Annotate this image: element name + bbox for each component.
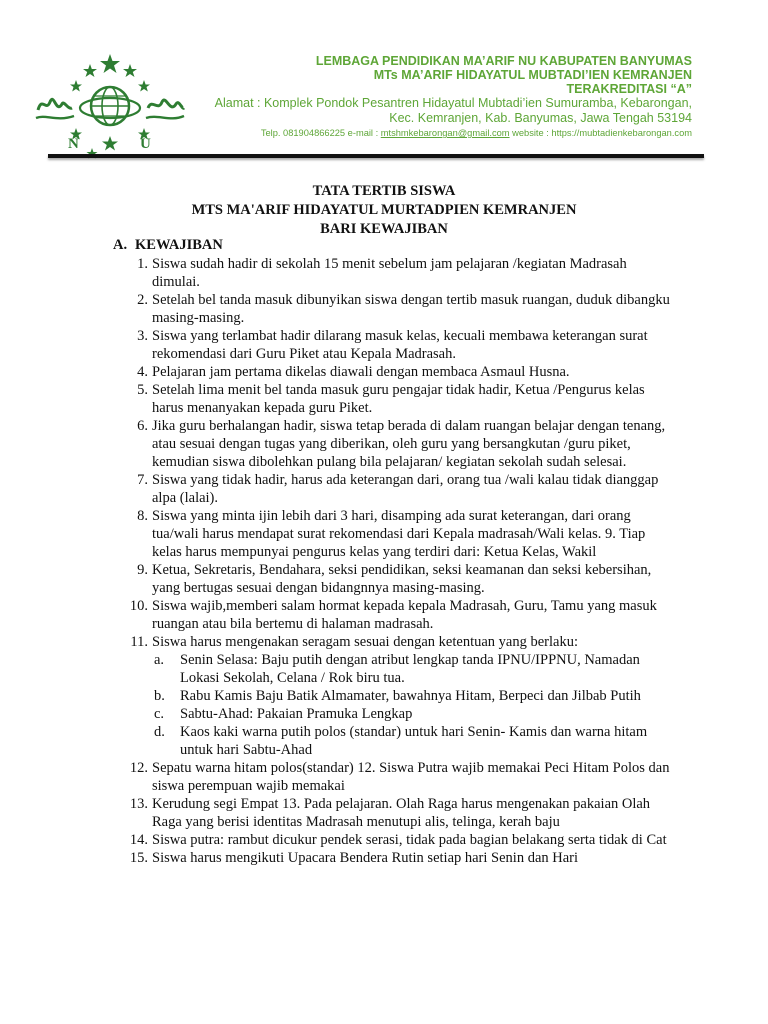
item-text: Setelah lima menit bel tanda masuk guru pengajar tidak hadir, Ketua /Pengurus kelas harus menanyakan kepada guru Piket. bbox=[152, 382, 645, 416]
item-number: 8. bbox=[137, 508, 148, 524]
item-text: Siswa harus mengenakan seragam sesuai dengan ketentuan yang berlaku: bbox=[152, 634, 578, 650]
list-item bbox=[0, 561, 672, 597]
sub-item-letter: c. bbox=[154, 706, 165, 722]
list-item bbox=[0, 597, 672, 633]
sub-item-text: Senin Selasa: Baju putih dengan atribut lengkap tanda IPNU/IPPNU, Namadan Lokasi Sekolah, Celana / Rok biru tua. bbox=[180, 652, 640, 686]
sub-item-letter: a. bbox=[154, 652, 165, 668]
item-text: Sepatu warna hitam polos(standar) 12. Siswa Putra wajib memakai Peci Hitam Polos dan siswa perempuan wajib memakai bbox=[152, 760, 670, 794]
doc-subtitle: MTS MA'ARIF HIDAYATUL MURTADPIEN KEMRANJEN bbox=[191, 202, 577, 218]
item-number: 4. bbox=[137, 364, 148, 380]
item-number: 3. bbox=[137, 328, 148, 344]
item-text: Setelah bel tanda masuk dibunyikan siswa dengan tertib masuk ruangan, duduk dibangku masing-masing. bbox=[152, 292, 670, 326]
list-item bbox=[0, 849, 672, 867]
list-item bbox=[0, 471, 672, 507]
contact-line bbox=[215, 127, 692, 140]
contact-suffix: website : https://mubtadienkebarongan.com bbox=[509, 128, 692, 138]
item-number: 2. bbox=[137, 292, 148, 308]
email-link[interactable]: mtshmkebarongan@gmail.com bbox=[380, 128, 510, 138]
section-heading bbox=[113, 237, 223, 254]
list-item bbox=[0, 417, 672, 471]
item-number: 14. bbox=[129, 832, 148, 848]
sub-item bbox=[0, 651, 672, 687]
item-number: 13. bbox=[129, 796, 148, 812]
sub-item bbox=[0, 687, 672, 705]
school-name: MTs MA’ARIF HIDAYATUL MUBTADI’IEN KEMRANJEN bbox=[373, 68, 692, 82]
list-item bbox=[0, 327, 672, 363]
document-body bbox=[0, 182, 768, 866]
item-text: Jika guru berhalangan hadir, siswa tetap berada di dalam ruangan belajar dengan tenang, atau sesuai dengan tugas yang diberikan, oleh guru yang bersangkutan /guru piket, kemudian siswa dibolehkan pulang bila pelajaran/ kegiatan sekolah sudah selesai. bbox=[152, 418, 666, 470]
sub-item-text: Rabu Kamis Baju Batik Almamater, bawahnya Hitam, Berpeci dan Jilbab Putih bbox=[180, 688, 641, 704]
item-number: 9. bbox=[137, 562, 148, 578]
sub-item-letter: b. bbox=[154, 688, 165, 704]
logo-letter-n: N bbox=[68, 136, 79, 152]
item-number: 12. bbox=[129, 760, 148, 776]
item-number: 6. bbox=[137, 418, 148, 434]
list-item bbox=[0, 507, 672, 561]
letterhead-text bbox=[215, 54, 692, 140]
item-text: Siswa putra: rambut dicukur pendek serasi, tidak pada bagian belakang serta tidak di Cat bbox=[152, 832, 667, 848]
item-text: Siswa yang tidak hadir, harus ada keterangan dari, orang tua /wali kalau tidak dianggap alpa (lalai). bbox=[152, 472, 659, 506]
list-item bbox=[0, 759, 672, 795]
list-item bbox=[0, 795, 672, 831]
item-number: 10. bbox=[129, 598, 148, 614]
list-item bbox=[0, 831, 672, 849]
sub-item-letter: d. bbox=[154, 724, 165, 740]
item-text: Siswa yang minta ijin lebih dari 3 hari, disamping ada surat keterangan, dari orang tua/wali harus mendapat surat rekomendasi dari Kepala madrasah/Wali kelas. 9. Tiap kelas harus mempunyai pengurus kelas yang terdiri dari: Ketua Kelas, Wakil bbox=[152, 508, 646, 560]
address-line-1: Alamat : Komplek Pondok Pesantren Hidayatul Mubtadi’ien Sumuramba, Kebarongan, bbox=[214, 96, 692, 110]
contact-prefix: Telp. 081904866225 e-mail : bbox=[260, 128, 381, 138]
list-item bbox=[0, 291, 672, 327]
item-text: Siswa yang terlambat hadir dilarang masuk kelas, kecuali membawa keterangan surat rekomendasi dari Guru Piket atau Kepala Madrasah. bbox=[152, 328, 648, 362]
address-line-2: Kec. Kemranjen, Kab. Banyumas, Jawa Tengah 53194 bbox=[389, 111, 692, 125]
letterhead bbox=[0, 0, 768, 170]
item-text: Siswa harus mengikuti Upacara Bendera Rutin setiap hari Senin dan Hari bbox=[152, 850, 579, 866]
item-number: 7. bbox=[137, 472, 148, 488]
list-item bbox=[0, 381, 672, 417]
doc-subtitle-2: BARI KEWAJIBAN bbox=[320, 221, 448, 237]
list-item bbox=[0, 363, 672, 381]
sub-item-text: Kaos kaki warna putih polos (standar) untuk hari Senin- Kamis dan warna hitam untuk hari Sabtu-Ahad bbox=[180, 724, 648, 758]
nu-logo-icon bbox=[34, 52, 186, 162]
item-number: 5. bbox=[137, 382, 148, 398]
item-number: 11. bbox=[130, 634, 148, 650]
section-title: KEWAJIBAN bbox=[135, 237, 223, 253]
sub-item-text: Sabtu-Ahad: Pakaian Pramuka Lengkap bbox=[180, 706, 413, 722]
logo-letter-u: U bbox=[140, 136, 151, 152]
section-letter: A. bbox=[113, 237, 128, 253]
item-text: Pelajaran jam pertama dikelas diawali dengan membaca Asmaul Husna. bbox=[152, 364, 570, 380]
item-text: Kerudung segi Empat 13. Pada pelajaran. Olah Raga harus mengenakan pakaian Olah Raga yang berisi identitas Madrasah menutupi alis, telinga, kerah baju bbox=[152, 796, 651, 830]
item-text: Ketua, Sekretaris, Bendahara, seksi pendidikan, seksi keamanan dan seksi kebersihan, yang bertugas sesuai dengan bidangnnya masing-masing. bbox=[152, 562, 652, 596]
list-item bbox=[0, 255, 672, 291]
item-text: Siswa sudah hadir di sekolah 15 menit sebelum jam pelajaran /kegiatan Madrasah dimulai. bbox=[152, 256, 627, 290]
obligation-list bbox=[0, 255, 768, 867]
item-number: 1. bbox=[137, 256, 148, 272]
list-item bbox=[0, 633, 672, 651]
item-number: 15. bbox=[129, 850, 148, 866]
accreditation: TERAKREDITASI “A” bbox=[566, 82, 692, 96]
letterhead-divider bbox=[48, 154, 704, 158]
doc-title: TATA TERTIB SISWA bbox=[312, 183, 456, 199]
sub-item bbox=[0, 723, 672, 759]
institution-name: LEMBAGA PENDIDIKAN MA’ARIF NU KABUPATEN BANYUMAS bbox=[315, 54, 692, 68]
sub-item bbox=[0, 705, 672, 723]
item-text: Siswa wajib,memberi salam hormat kepada kepala Madrasah, Guru, Tamu yang masuk ruangan atau bila bertemu di halaman madrasah. bbox=[152, 598, 657, 632]
